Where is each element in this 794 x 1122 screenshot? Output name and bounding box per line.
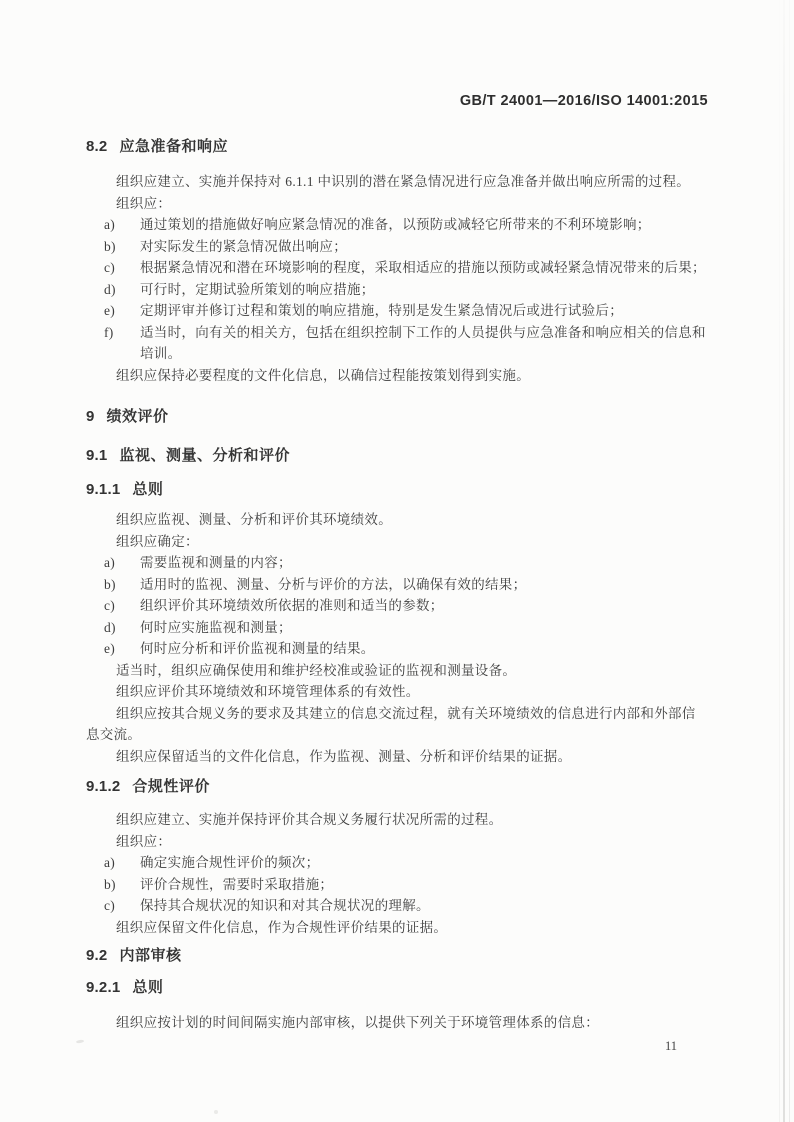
list-item-label: b) bbox=[104, 576, 116, 592]
list-item-label: f) bbox=[104, 324, 114, 340]
section-heading-9-2-1 bbox=[86, 978, 708, 998]
list-item bbox=[86, 300, 708, 322]
list-item-text: 可行时，定期试验所策划的响应措施； bbox=[140, 281, 375, 297]
list-item-label: b) bbox=[104, 876, 116, 892]
section-title: 监视、测量、分析和评价 bbox=[119, 447, 290, 464]
list-item-label: e) bbox=[104, 303, 116, 318]
section-number: 9.1 bbox=[86, 447, 108, 464]
list-item-text: 保持其合规状况的知识和对其合规状况的理解。 bbox=[140, 898, 430, 913]
section-title: 总则 bbox=[132, 979, 164, 996]
list-item-text: 根据紧急情况和潜在环境影响的程度，采取相适应的措施以预防或减轻紧急情况带来的后果； bbox=[140, 260, 706, 275]
paragraph: 组织应评价其环境绩效和环境管理体系的有效性。 bbox=[116, 684, 420, 699]
scan-edge-artifact bbox=[783, 0, 785, 1122]
scan-edge-artifact bbox=[789, 0, 790, 1122]
list-item-text: 通过策划的措施做好响应紧急情况的准备，以预防或减轻它所带来的不利环境影响； bbox=[140, 217, 651, 232]
section-heading-9-1-1 bbox=[86, 480, 708, 500]
list-item-text: 确定实施合规性评价的频次； bbox=[140, 855, 320, 870]
list-item bbox=[86, 552, 708, 574]
list-item-text: 需要监视和测量的内容； bbox=[140, 555, 292, 570]
list-item-label: a) bbox=[104, 855, 116, 870]
paragraph-lead-in: 组织应： bbox=[116, 195, 172, 211]
list-item-text: 何时应实施监视和测量； bbox=[140, 619, 292, 635]
list-item bbox=[86, 895, 708, 917]
paragraph: 组织应保留文件化信息，作为合规性评价结果的证据。 bbox=[116, 919, 448, 935]
paragraph: 组织应监视、测量、分析和评价其环境绩效。 bbox=[116, 512, 392, 527]
list-item bbox=[86, 279, 708, 301]
list-item-text: 定期评审并修订过程和策划的响应措施，特别是发生紧急情况后或进行试验后； bbox=[140, 303, 623, 318]
section-number: 9 bbox=[86, 408, 95, 425]
page-number: 11 bbox=[665, 1038, 678, 1053]
list-item bbox=[86, 638, 708, 660]
list-item bbox=[86, 874, 708, 896]
section-number: 9.1.1 bbox=[86, 481, 121, 498]
list-item-label: a) bbox=[104, 217, 116, 232]
list-item-label: a) bbox=[104, 555, 116, 570]
section-title: 应急准备和响应 bbox=[119, 138, 228, 155]
paragraph: 组织应按其合规义务的要求及其建立的信息交流过程，就有关环境绩效的信息进行内部和外部信息交流。 bbox=[86, 705, 696, 742]
paragraph-lead-in: 组织应确定： bbox=[116, 533, 199, 549]
scan-smudge bbox=[214, 1110, 218, 1114]
section-number: 9.2 bbox=[86, 947, 108, 964]
list-item-label: b) bbox=[104, 238, 116, 254]
section-heading-9-1-2 bbox=[86, 777, 708, 797]
paragraph: 组织应保留适当的文件化信息，作为监视、测量、分析和评价结果的证据。 bbox=[116, 748, 572, 764]
page-content bbox=[86, 0, 708, 1055]
paragraph: 组织应建立、实施并保持评价其合规义务履行状况所需的过程。 bbox=[116, 812, 503, 827]
list-item-text: 组织评价其环境绩效所依据的准则和适当的参数； bbox=[140, 598, 444, 613]
section-heading-9-1 bbox=[86, 446, 708, 466]
list-item bbox=[86, 595, 708, 617]
standard-reference-header: GB/T 24001—2016/ISO 14001:2015 bbox=[459, 93, 708, 109]
list-item bbox=[86, 617, 708, 639]
paragraph-lead-in: 组织应： bbox=[116, 833, 172, 849]
paragraph: 适当时，组织应确保使用和维护经校准或验证的监视和测量设备。 bbox=[116, 662, 517, 678]
section-title: 合规性评价 bbox=[132, 778, 210, 795]
paragraph: 组织应保持必要程度的文件化信息，以确信过程能按策划得到实施。 bbox=[116, 367, 530, 383]
list-item-text: 适用时的监视、测量、分析与评价的方法，以确保有效的结果； bbox=[140, 576, 527, 592]
list-item-label: c) bbox=[104, 898, 116, 913]
list-item-label: c) bbox=[104, 260, 116, 275]
section-heading-8-2 bbox=[86, 137, 708, 157]
section-number: 8.2 bbox=[86, 138, 108, 155]
list-item-label: d) bbox=[104, 281, 116, 297]
paragraph: 组织应按计划的时间间隔实施内部审核，以提供下列关于环境管理体系的信息： bbox=[116, 1015, 599, 1030]
list-item bbox=[86, 574, 708, 596]
list-item bbox=[86, 852, 708, 874]
list-item-label: e) bbox=[104, 641, 116, 656]
list-item-text: 何时应分析和评价监视和测量的结果。 bbox=[140, 641, 375, 656]
chapter-heading-9 bbox=[86, 407, 708, 427]
list-item-text: 评价合规性，需要时采取措施； bbox=[140, 876, 334, 892]
list-item-text: 适当时，向有关的相关方，包括在组织控制下工作的人员提供与应急准备和响应相关的信息和培训。 bbox=[140, 324, 706, 361]
list-item bbox=[86, 257, 708, 279]
section-number: 9.1.2 bbox=[86, 778, 121, 795]
list-item-text: 对实际发生的紧急情况做出响应； bbox=[140, 238, 347, 254]
section-title: 绩效评价 bbox=[106, 408, 169, 425]
list-item bbox=[86, 236, 708, 258]
section-title: 总则 bbox=[132, 481, 164, 498]
list-item bbox=[86, 214, 708, 236]
section-number: 9.2.1 bbox=[86, 979, 121, 996]
list-item bbox=[86, 322, 708, 365]
section-title: 内部审核 bbox=[119, 947, 182, 964]
list-item-label: d) bbox=[104, 619, 116, 635]
scan-edge-artifact bbox=[779, 0, 780, 1122]
list-item-label: c) bbox=[104, 598, 116, 613]
section-heading-9-2 bbox=[86, 946, 708, 966]
paragraph: 组织应建立、实施并保持对 6.1.1 中识别的潜在紧急情况进行应急准备并做出响应所需的过程。 bbox=[116, 174, 691, 189]
scan-smudge bbox=[76, 1039, 84, 1043]
